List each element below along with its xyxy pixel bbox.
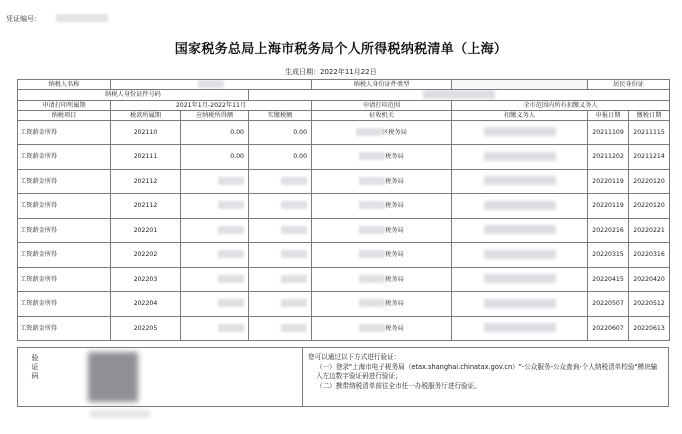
row-withholder — [452, 292, 588, 317]
row-paid — [249, 292, 312, 317]
verification-intro: 您可以通过以下方式进行验证： — [308, 353, 401, 361]
tax-list-table — [17, 79, 670, 341]
verification-code-image-redacted — [88, 352, 138, 402]
row-withholder — [452, 120, 588, 145]
generation-date — [285, 67, 377, 77]
row-declare-date: 20220216 — [588, 218, 629, 243]
row-pay-date: 20220120 — [629, 194, 670, 219]
print-scope-value: 全市范围内所有扣缴义务人 — [452, 100, 670, 110]
row-taxable — [181, 243, 249, 268]
row-authority: 税务局 — [312, 243, 452, 268]
row-taxable — [181, 292, 249, 317]
row-authority: 税务局 — [312, 316, 452, 341]
taxpayer-id-label: 纳税人身份证件号码 — [18, 90, 249, 101]
column-header-declare-date: 申报日期 — [588, 110, 629, 120]
row-period: 202204 — [111, 292, 181, 317]
print-scope-label: 申请打印范围 — [312, 100, 452, 110]
generation-date-value: 2022年11月22日 — [320, 68, 377, 76]
row-taxable — [181, 218, 249, 243]
row-period: 202112 — [111, 194, 181, 219]
row-withholder — [452, 243, 588, 268]
taxpayer-name-value — [111, 80, 312, 90]
column-header-paid: 实缴税额 — [249, 110, 312, 120]
row-paid — [249, 267, 312, 292]
row-authority: 税务局 — [312, 169, 452, 194]
print-period-label: 申请打印所属期 — [18, 100, 111, 110]
row-declare-date: 20220607 — [588, 316, 629, 341]
row-pay-date: 20211115 — [629, 120, 670, 145]
row-period: 202201 — [111, 218, 181, 243]
row-item: 工资薪金所得 — [18, 292, 111, 317]
row-declare-date: 20220315 — [588, 243, 629, 268]
row-pay-date: 20220120 — [629, 169, 670, 194]
row-authority: 税务局 — [312, 292, 452, 317]
verification-instructions — [308, 353, 662, 391]
row-authority: 区税务局 — [312, 120, 452, 145]
row-paid — [249, 218, 312, 243]
row-authority: 税务局 — [312, 218, 452, 243]
column-header-withholder: 扣缴义务人 — [452, 110, 588, 120]
footer-redacted — [90, 410, 150, 418]
column-header-period: 税款所属期 — [111, 110, 181, 120]
row-declare-date: 20220415 — [588, 267, 629, 292]
row-declare-date: 20220119 — [588, 194, 629, 219]
row-pay-date: 20220316 — [629, 243, 670, 268]
verification-section — [17, 347, 669, 407]
row-item: 工资薪金所得 — [18, 316, 111, 341]
row-withholder — [452, 218, 588, 243]
row-item: 工资薪金所得 — [18, 243, 111, 268]
row-item: 工资薪金所得 — [18, 194, 111, 219]
print-period-value: 2021年1月-2022年11月 — [111, 100, 312, 110]
row-paid — [249, 169, 312, 194]
row-withholder — [452, 267, 588, 292]
table-row — [18, 120, 670, 145]
row-taxable — [181, 316, 249, 341]
row-paid — [249, 316, 312, 341]
column-header-item: 纳税项目 — [18, 110, 111, 120]
row-paid: 0.00 — [249, 145, 312, 170]
row-paid — [249, 243, 312, 268]
taxpayer-id-type-label: 纳税人身份证件类型 — [312, 80, 452, 90]
row-withholder — [452, 145, 588, 170]
row-period: 202203 — [111, 267, 181, 292]
taxpayer-id-value — [249, 90, 670, 101]
row-taxable — [181, 169, 249, 194]
row-pay-date: 20220221 — [629, 218, 670, 243]
row-item: 工资薪金所得 — [18, 267, 111, 292]
table-row — [18, 194, 670, 219]
certificate-number-redacted — [56, 14, 108, 22]
row-taxable: 0.00 — [181, 120, 249, 145]
row-taxable: 0.00 — [181, 145, 249, 170]
verification-code-label: 验证码 — [31, 354, 39, 380]
column-header-pay-date: 缴税日期 — [629, 110, 670, 120]
row-declare-date: 20220507 — [588, 292, 629, 317]
table-row — [18, 169, 670, 194]
row-declare-date: 20211109 — [588, 120, 629, 145]
row-authority: 税务局 — [312, 267, 452, 292]
verification-method-online: （一）登录"上海市电子税务局（etax.shanghai.chinatax.gov.cn）"-公众服务-公众查询-个人纳税清单校验"模块输入左边数字验证码进行验证； — [316, 362, 658, 380]
taxpayer-id-type-spacer — [452, 80, 588, 90]
certificate-number-label: 凭证编号： — [6, 15, 41, 23]
verification-divider — [302, 348, 303, 406]
row-period: 202202 — [111, 243, 181, 268]
row-item: 工资薪金所得 — [18, 145, 111, 170]
column-header-taxable: 应纳税所得额 — [181, 110, 249, 120]
row-withholder — [452, 316, 588, 341]
row-withholder — [452, 169, 588, 194]
column-header-authority: 征收机关 — [312, 110, 452, 120]
row-authority: 税务局 — [312, 145, 452, 170]
page-title: 国家税务总局上海市税务局个人所得税纳税清单（上海） — [174, 42, 508, 57]
row-paid: 0.00 — [249, 120, 312, 145]
row-taxable — [181, 267, 249, 292]
taxpayer-id-type-value: 居民身份证 — [588, 80, 670, 90]
table-row — [18, 218, 670, 243]
row-pay-date: 20220420 — [629, 267, 670, 292]
row-declare-date: 20220119 — [588, 169, 629, 194]
row-item: 工资薪金所得 — [18, 218, 111, 243]
row-period: 202112 — [111, 169, 181, 194]
row-declare-date: 20211202 — [588, 145, 629, 170]
table-row — [18, 145, 670, 170]
row-pay-date: 20220613 — [629, 316, 670, 341]
row-pay-date: 20220512 — [629, 292, 670, 317]
generation-date-label: 生成日期： — [285, 68, 320, 76]
row-authority: 税务局 — [312, 194, 452, 219]
table-row — [18, 243, 670, 268]
table-row — [18, 292, 670, 317]
row-item: 工资薪金所得 — [18, 169, 111, 194]
row-withholder — [452, 194, 588, 219]
row-period: 202110 — [111, 120, 181, 145]
row-item: 工资薪金所得 — [18, 120, 111, 145]
row-period: 202205 — [111, 316, 181, 341]
row-pay-date: 20211214 — [629, 145, 670, 170]
row-period: 202111 — [111, 145, 181, 170]
taxpayer-name-label: 纳税人名称 — [18, 80, 111, 90]
row-paid — [249, 194, 312, 219]
row-taxable — [181, 194, 249, 219]
verification-method-offline: （二）携带纳税清单前往全市任一办税服务厅进行验证。 — [316, 381, 481, 390]
table-row — [18, 316, 670, 341]
table-row — [18, 267, 670, 292]
